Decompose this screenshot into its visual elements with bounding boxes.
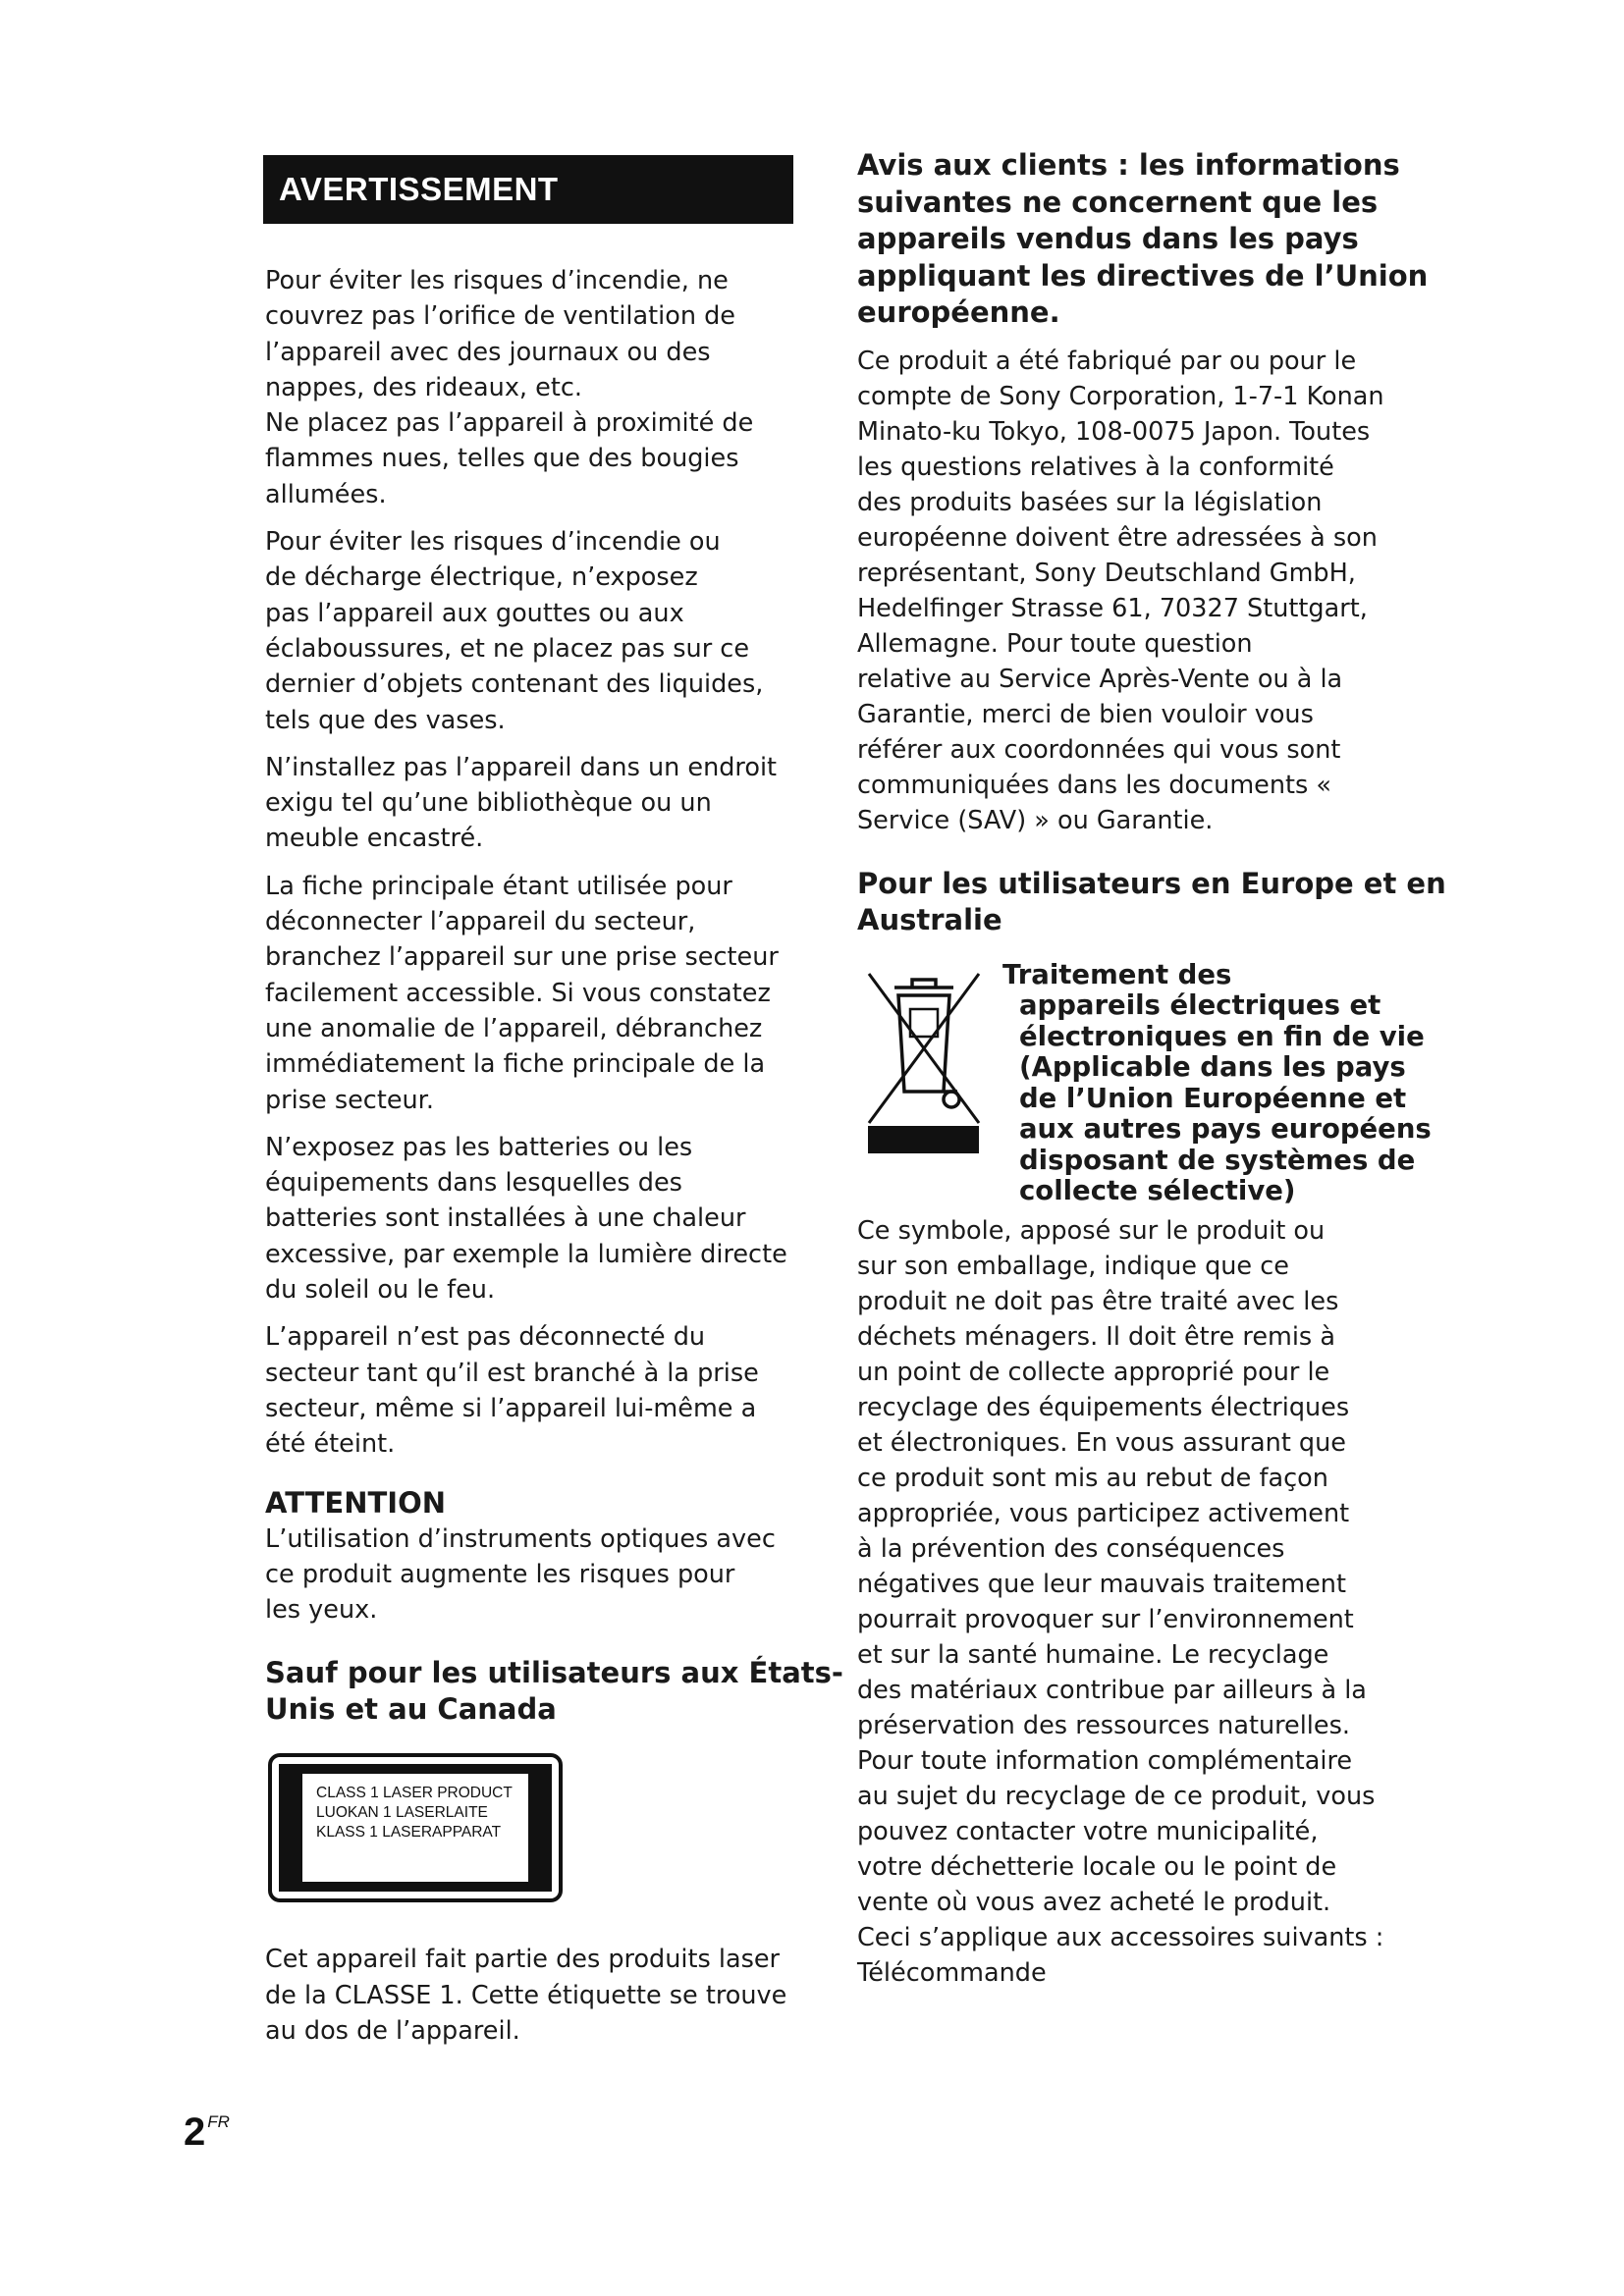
paragraph-installation: N’installez pas l’appareil dans un endroit exigu tel qu’une bibliothèque ou un meuble encastré. [265,752,778,854]
weee-section [857,958,1432,1213]
laser-class-label [268,1753,563,1902]
paragraph-ventilation: Pour éviter les risques d’incendie, ne couvrez pas l’orifice de ventilation de l’appareil avec des journaux ou des nappes, des rideaux, etc. Ne placez pas l’appareil à proximité de flammes nues, telles que des bougies allumées. [265,266,754,509]
weee-heading: Traitement des appareils électriques et électroniques en fin de vie (Applicable dans les pays de l’Union Européenne et aux autres pays européens disposant de systèmes de collecte sélective) [1002,958,1432,1206]
attention-heading: ATTENTION [265,1485,446,1520]
laser-label-line: KLASS 1 LASERAPPARAT [316,1824,502,1842]
paragraph-manufacturer: Ce produit a été fabriqué par ou pour le compte de Sony Corporation, 1-7-1 Konan Minato-ku Tokyo, 108-0075 Japon. Toutes les questions relatives à la conformité des produits basées sur la législation européenne doivent être adressées à son représentant, Sony Deutschland GmbH, Hedelfinger Strasse 61, 70327 Stuttgart, Allemagne. Pour toute question relative au Service Après-Vente ou à la Garantie, merci de bien vouloir vous référer aux coordonnées qui vous sont communiquées dans les documents « Service (SAV) » ou Garantie. [857,346,1384,835]
paragraph-liquids: Pour éviter les risques d’incendie ou de décharge électrique, n’exposez pas l’appareil aux gouttes ou aux éclaboussures, et ne placez pas sur ce dernier d’objets contenant des liquides, tels que des vases. [265,527,764,735]
paragraph-main-plug: La fiche principale étant utilisée pour déconnecter l’appareil du secteur, branchez l’appareil sur une prise secteur facilement accessible. Si vous constatez une anomalie de l’appareil, débranchez immédiatement la fiche principale de la prise secteur. [265,871,779,1115]
europe-australia-heading: Pour les utilisateurs en Europe et en Australie [857,866,1446,936]
page-number: 2 $^{FR}$ [184,2110,230,2154]
paragraph-optical: L’utilisation d’instruments optiques avec ce produit augmente les risques pour les yeux. [265,1523,776,1626]
left-column [265,153,843,2060]
laser-label-line: LUOKAN 1 LASERLAITE [316,1804,488,1822]
laser-label-line: CLASS 1 LASER PRODUCT [316,1785,513,1802]
warning-heading: AVERTISSEMENT [263,155,793,224]
eu-notice-heading: Avis aux clients : les informations suivantes ne concernent que les appareils vendus dans les pays appliquant les directives de l’Union européenne. [857,148,1429,329]
weee-black-bar [868,1126,979,1153]
paragraph-batteries: N’exposez pas les batteries ou les équipements dans lesquelles des batteries sont installées à une chaleur excessive, par exemple la lumière directe du soleil ou le feu. [265,1132,787,1306]
language-code: FR [207,2112,230,2131]
paragraph-disconnection: L’appareil n’est pas déconnecté du secteur tant qu’il est branché à la prise secteur, même si l’appareil lui-même a été éteint. [265,1322,759,1460]
except-us-canada-heading: Sauf pour les utilisateurs aux États- Unis et au Canada [265,1656,843,1727]
right-column [857,148,1446,2002]
paragraph-laser-class: Cet appareil fait partie des produits laser de la CLASSE 1. Cette étiquette se trouve au dos de l’appareil. [265,1945,787,2046]
paragraph-recycling: Ce symbole, apposé sur le produit ou sur son emballage, indique que ce produit ne doit pas être traité avec les déchets ménagers. Il doit être remis à un point de collecte approprié pour le recyclage des équipements électriques et électroniques. En vous assurant que ce produit sont mis au rebut de façon appropriée, vous participez activement à la prévention des conséquences négatives que leur mauvais traitement pourrait provoquer sur l’environnement et sur la santé humaine. Le recyclage des matériaux contribue par ailleurs à la préservation des ressources naturelles. Pour toute information complémentaire au sujet du recyclage de ce produit, vous pouvez contacter votre municipalité, votre déchetterie locale ou le point de vente où vous avez acheté le produit. Ceci s’applique aux accessoires suivants : Télécommande [857,1215,1384,1988]
